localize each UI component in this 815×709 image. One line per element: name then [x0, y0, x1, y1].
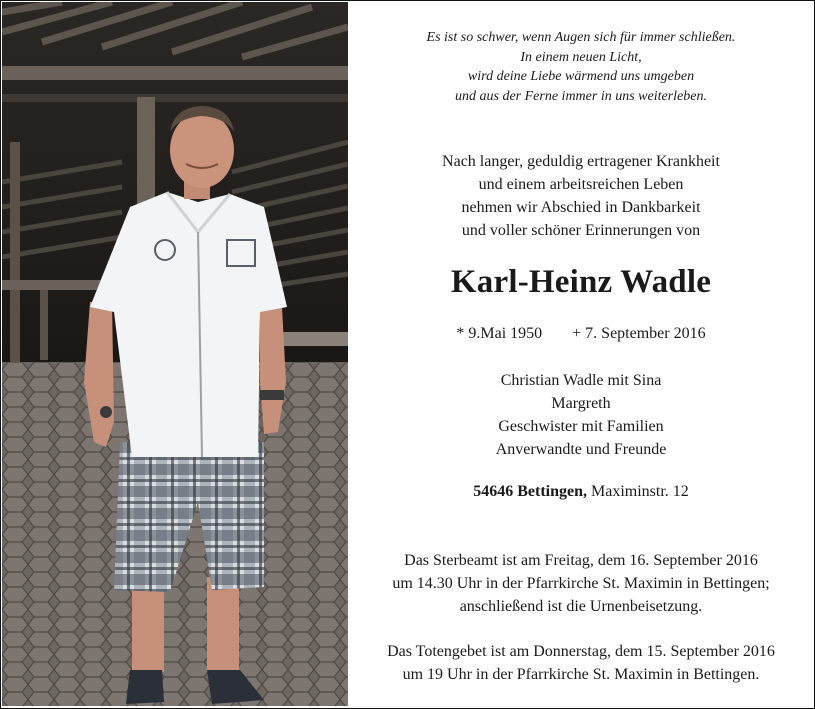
- intro-line: und voller schöner Erinnerungen von: [461, 222, 701, 239]
- birth-date: * 9.Mai 1950: [456, 325, 543, 342]
- address-street: Maximinstr. 12: [587, 483, 689, 500]
- mourner-line: Margreth: [551, 395, 611, 412]
- requiem-line: Das Sterbeamt ist am Freitag, dem 16. September 2016: [404, 552, 758, 569]
- poem-line: und aus der Ferne immer in uns weiterleben.: [455, 88, 707, 104]
- poem-line: wird deine Liebe wärmend uns umgeben: [467, 69, 695, 84]
- mourner-line: Geschwister mit Familien: [498, 418, 664, 435]
- poem: [349, 28, 813, 106]
- mourners-list: [349, 369, 813, 461]
- life-dates: [349, 325, 813, 343]
- prayer-line: um 19 Uhr in der Pfarrkirche St. Maximin in Bettingen.: [402, 666, 760, 683]
- poem-line: Es ist so schwer, wenn Augen sich für immer schließen.: [426, 30, 736, 45]
- address: [349, 483, 813, 501]
- mourner-line: Anverwandte und Freunde: [495, 441, 667, 458]
- poem-line: In einem neuen Licht,: [520, 49, 642, 65]
- notice-text-panel: [349, 2, 813, 706]
- address-city: 54646 Bettingen,: [473, 483, 587, 500]
- prayer-line: Das Totengebet ist am Donnerstag, dem 15. September 2016: [387, 643, 775, 660]
- requiem-info: [349, 549, 813, 618]
- mourner-line: Christian Wadle mit Sina: [500, 372, 662, 389]
- prayer-info: [349, 640, 813, 686]
- intro-text: [349, 150, 813, 242]
- intro-line: Nach langer, geduldig ertragener Krankheit: [442, 153, 720, 170]
- death-date: + 7. September 2016: [572, 325, 706, 342]
- deceased-name: Karl-Heinz Wadle: [450, 264, 712, 300]
- intro-line: nehmen wir Abschied in Dankbarkeit: [461, 199, 701, 216]
- portrait-photo: [2, 2, 348, 706]
- requiem-line: anschließend ist die Urnenbeisetzung.: [459, 598, 703, 615]
- requiem-line: um 14.30 Uhr in der Pfarrkirche St. Maximin in Bettingen;: [392, 575, 770, 592]
- intro-line: und einem arbeitsreichen Leben: [478, 176, 684, 193]
